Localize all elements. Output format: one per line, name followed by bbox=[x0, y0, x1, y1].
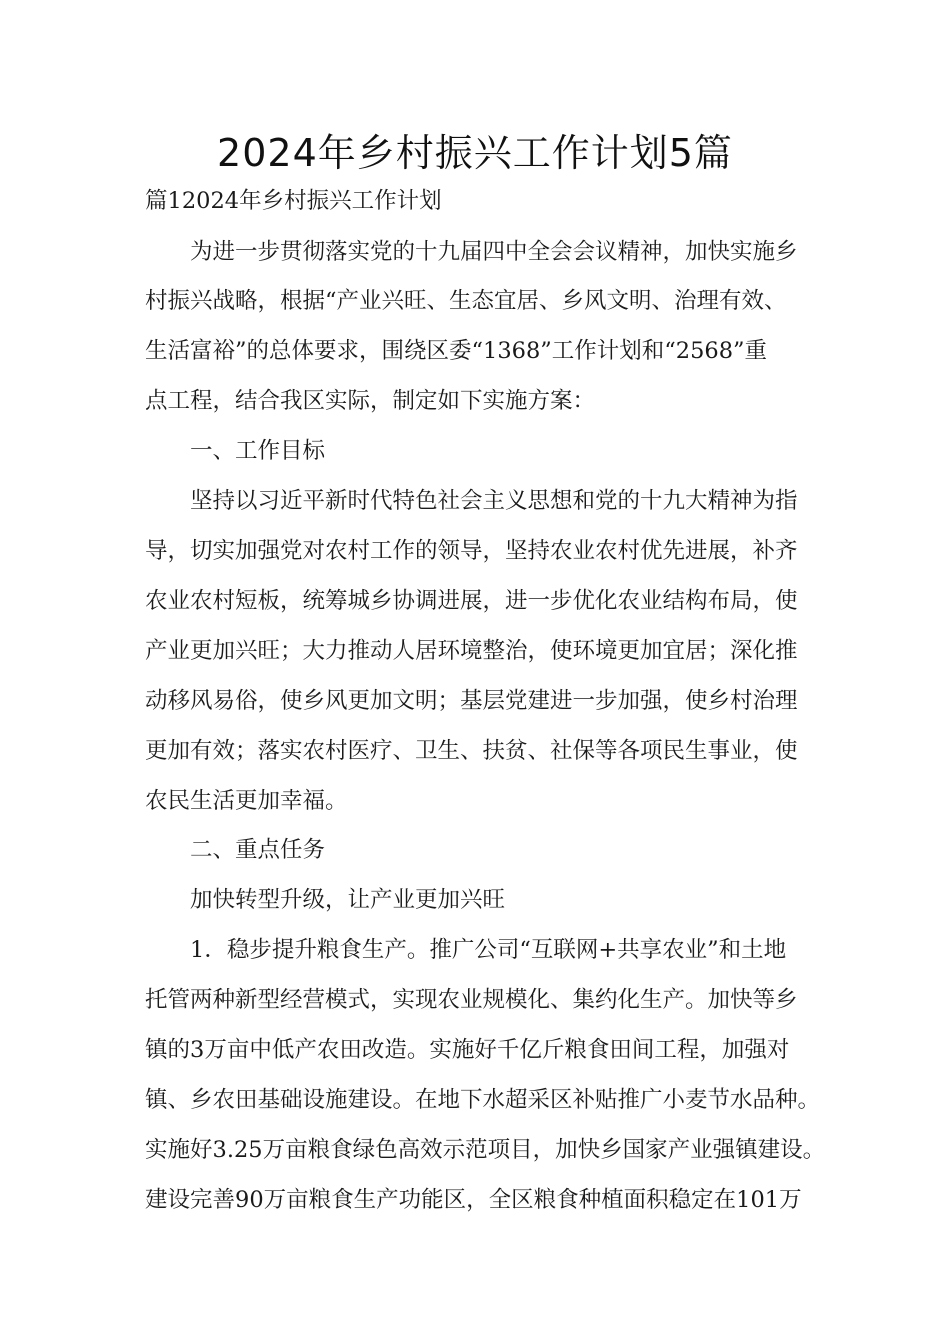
paragraph-line: 点工程，结合我区实际，制定如下实施方案： bbox=[145, 388, 596, 414]
section-heading-goals: 一、工作目标 bbox=[190, 438, 326, 464]
paragraph-line: 导，切实加强党对农村工作的领导，坚持农业农村优先进展，补齐 bbox=[145, 538, 798, 564]
section-heading-1: 篇12024年乡村振兴工作计划 bbox=[145, 188, 442, 214]
paragraph-line: 村振兴战略，根据“产业兴旺、生态宜居、乡风文明、治理有效、 bbox=[145, 288, 787, 314]
document-title: 2024年乡村振兴工作计划5篇 bbox=[217, 131, 733, 175]
paragraph-line: 建设完善90万亩粮食生产功能区，全区粮食种植面积稳定在101万 bbox=[145, 1187, 802, 1213]
paragraph-line: 更加有效；落实农村医疗、卫生、扶贫、社保等各项民生事业，使 bbox=[145, 738, 798, 764]
paragraph-line: 为进一步贯彻落实党的十九届四中全会会议精神，加快实施乡 bbox=[190, 239, 798, 265]
paragraph-line: 实施好3.25万亩粮食绿色高效示范项目，加快乡国家产业强镇建设。 bbox=[145, 1137, 826, 1163]
paragraph-line: 生活富裕”的总体要求，围绕区委“1368”工作计划和“2568”重 bbox=[145, 338, 768, 364]
paragraph-line: 托管两种新型经营模式，实现农业规模化、集约化生产。加快等乡 bbox=[145, 987, 798, 1013]
section-heading-tasks: 二、重点任务 bbox=[190, 837, 326, 863]
paragraph-line: 镇、乡农田基础设施建设。在地下水超采区补贴推广小麦节水品种。 bbox=[145, 1087, 821, 1113]
paragraph-line: 1．稳步提升粮食生产。推广公司“互联网+共享农业”和土地 bbox=[190, 937, 787, 963]
paragraph-line: 坚持以习近平新时代特色社会主义思想和党的十九大精神为指 bbox=[190, 488, 798, 514]
paragraph-line: 产业更加兴旺；大力推动人居环境整治，使环境更加宜居；深化推 bbox=[145, 638, 798, 664]
paragraph-line: 农业农村短板，统筹城乡协调进展，进一步优化农业结构布局，使 bbox=[145, 588, 798, 614]
subsection-heading: 加快转型升级，让产业更加兴旺 bbox=[190, 887, 506, 913]
paragraph-line: 镇的3万亩中低产农田改造。实施好千亿斤粮食田间工程，加强对 bbox=[145, 1037, 790, 1063]
paragraph-line: 农民生活更加幸福。 bbox=[145, 788, 348, 814]
paragraph-line: 动移风易俗，使乡风更加文明；基层党建进一步加强，使乡村治理 bbox=[145, 688, 798, 714]
